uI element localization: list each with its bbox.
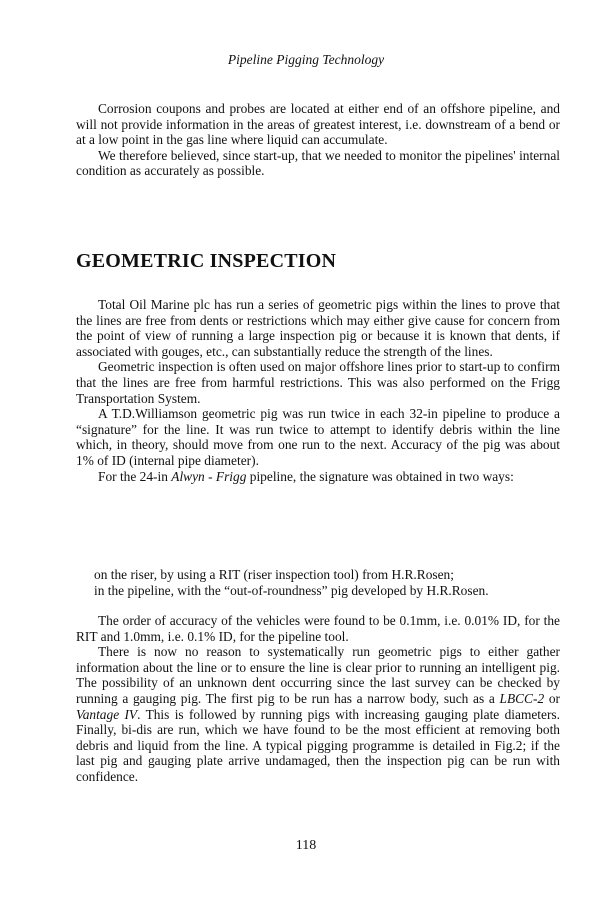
- paragraph: Geometric inspection is often used on major offshore lines prior to start-up to confirm that the lines are free from harmful restrictions. This was also performed on the Frigg Transportation System.: [76, 359, 560, 406]
- page-number: 118: [295, 838, 317, 853]
- method-list: [94, 567, 560, 598]
- text-run: or: [544, 690, 560, 706]
- text-run: . This is followed by running pigs with increasing gauging plate diameters. Finally, bi-dis are run, which we have found to be the most efficient at removing both debris and liquid from the line. A typical pigging programme is detailed in Fig.2; if the last pig and gauging plate arrive undamaged, then the inspection pig can be run with confidence.: [76, 706, 560, 784]
- text-run: There is now no reason to systematically run geometric pigs to either gather information about the line or to ensure the line is clear prior to running an intelligent pig. The possibility of an unknown dent occurring since the last survey can be checked by running a gauging pig. The first pig to be run has a narrow body, such as a: [76, 644, 560, 706]
- intro-text: [76, 101, 560, 179]
- running-header: Pipeline Pigging Technology: [227, 52, 385, 67]
- pig-model: Vantage IV: [76, 706, 138, 722]
- section-body-continued: [76, 613, 560, 785]
- paragraph: Total Oil Marine plc has run a series of geometric pigs within the lines to prove that the lines are free from dents or restrictions which may either give cause for concern from the point of view of running a large inspection pig or because it is known that dents, if associated with gouges, etc., can substantially reduce the strength of the lines.: [76, 297, 560, 359]
- list-item: in the pipeline, with the “out-of-roundness” pig developed by H.R.Rosen.: [94, 582, 489, 598]
- paragraph: A T.D.Williamson geometric pig was run twice in each 32-in pipeline to produce a “signature” for the line. It was run twice to attempt to identify debris within the line which, in theory, should move from one run to the next. Accuracy of the pig was about 1% of ID (internal pipe diameter).: [76, 406, 560, 468]
- text-run: pipeline, the signature was obtained in two ways:: [246, 468, 514, 484]
- pig-model: LBCC-2: [499, 690, 545, 706]
- section-heading: GEOMETRIC INSPECTION: [76, 250, 337, 272]
- text-run: For the 24-in: [98, 468, 172, 484]
- paragraph: [76, 469, 560, 485]
- paragraph: Corrosion coupons and probes are located at either end of an offshore pipeline, and will not provide information in the areas of greatest interest, i.e. downstream of a bend or at a low point in the gas line where liquid can accumulate.: [76, 101, 560, 148]
- pipeline-name: Alwyn - Frigg: [171, 468, 247, 484]
- paragraph: We therefore believed, since start-up, that we needed to monitor the pipelines' internal condition as accurately as possible.: [76, 147, 560, 179]
- paragraph: [76, 644, 560, 784]
- section-body: [76, 297, 560, 484]
- paragraph: The order of accuracy of the vehicles were found to be 0.1mm, i.e. 0.01% ID, for the RIT and 1.0mm, i.e. 0.1% ID, for the pipeline tool.: [76, 613, 560, 644]
- list-item: on the riser, by using a RIT (riser inspection tool) from H.R.Rosen;: [94, 567, 454, 582]
